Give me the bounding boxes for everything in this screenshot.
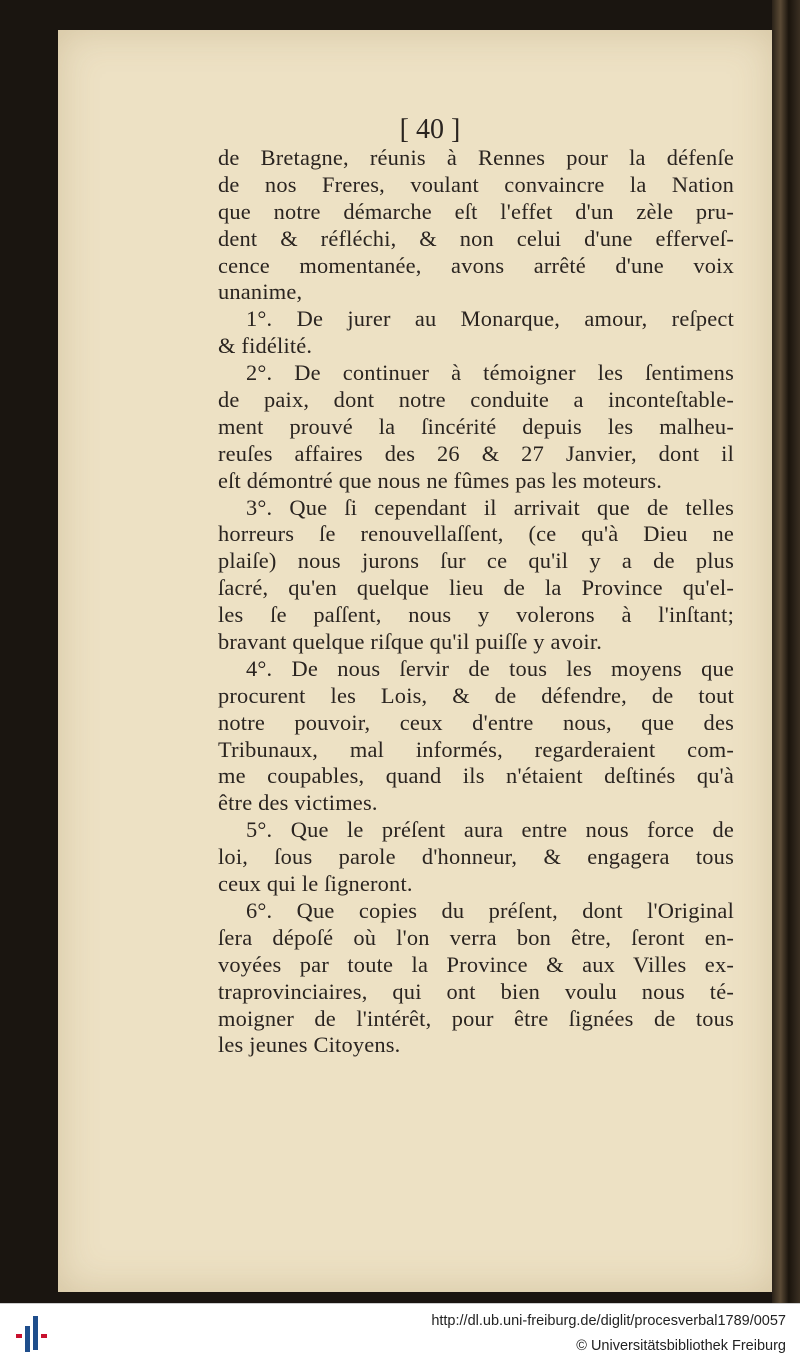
- text-line: les jeunes Citoyens.: [218, 1032, 401, 1058]
- copyright-notice: © Universitätsbibliothek Freiburg: [576, 1338, 786, 1354]
- text-line: 6°. Que copies du préſent, dont l'Original: [246, 897, 734, 923]
- text-line: 2°. De continuer à témoigner les ſentimens: [246, 360, 734, 386]
- text-line: eſt démontré que nous ne fûmes pas les moteurs.: [218, 467, 663, 493]
- book-spine: [772, 0, 800, 1303]
- text-line: loi, ſous parole d'honneur, & engagera tous: [218, 844, 734, 870]
- text-line: & fidélité.: [218, 333, 313, 359]
- text-line: les ſe paſſent, nous y volerons à l'inſtant;: [218, 602, 734, 628]
- text-line: 3°. Que ſi cependant il arrivait que de telles: [246, 494, 734, 520]
- text-line: me coupables, quand ils n'étaient deſtinés qu'à: [218, 763, 734, 789]
- text-line: bravant quelque riſque qu'il puiſſe y avoir.: [218, 629, 603, 655]
- text-line: être des victimes.: [218, 790, 378, 816]
- page-number: [ 40 ]: [399, 114, 461, 145]
- text-line: 5°. Que le préſent aura entre nous force de: [246, 817, 734, 843]
- text-line: ment prouvé la ſincérité depuis les malheu-: [218, 413, 734, 439]
- text-line: unanime,: [218, 279, 303, 305]
- text-line: 1°. De jurer au Monarque, amour, reſpect: [246, 306, 734, 332]
- text-line: ſacré, qu'en quelque lieu de la Province qu'el-: [218, 575, 734, 601]
- text-line: horreurs ſe renouvellaſſent, (ce qu'à Dieu ne: [218, 521, 734, 547]
- page-text: [218, 145, 734, 1059]
- text-line: dent & réfléchi, & non celui d'une efferveſ-: [218, 225, 734, 251]
- text-line: voyées par toute la Province & aux Villes ex-: [218, 951, 734, 977]
- text-line: de Bretagne, réunis à Rennes pour la défenſe: [218, 145, 734, 170]
- ub-freiburg-logo-icon[interactable]: [14, 1314, 54, 1354]
- text-line: Tribunaux, mal informés, regarderaient com-: [218, 736, 734, 762]
- text-line: traprovinciaires, qui ont bien voulu nous té-: [218, 978, 734, 1004]
- text-line: que notre démarche eſt l'effet d'un zèle pru-: [218, 198, 734, 224]
- text-line: reuſes affaires des 26 & 27 Janvier, dont il: [218, 440, 734, 466]
- text-line: notre pouvoir, ceux d'entre nous, que des: [218, 709, 734, 735]
- text-line: de paix, dont notre conduite a inconteſtable-: [218, 387, 734, 413]
- document-url-link[interactable]: http://dl.ub.uni-freiburg.de/diglit/procesverbal1789/0057: [431, 1313, 786, 1329]
- text-line: plaiſe) nous jurons ſur ce qu'il y a de plus: [218, 548, 734, 574]
- text-line: ſera dépoſé où l'on verra bon être, ſeront en-: [218, 924, 734, 950]
- text-line: de nos Freres, voulant convaincre la Nation: [218, 171, 734, 197]
- text-line: procurent les Lois, & de défendre, de tout: [218, 682, 734, 708]
- text-line: cence momentanée, avons arrêté d'une voix: [218, 252, 734, 278]
- footer-bar: [0, 1303, 800, 1361]
- text-line: ceux qui le ſigneront.: [218, 871, 413, 897]
- text-line: moigner de l'intérêt, pour être ſignées de tous: [218, 1005, 734, 1031]
- text-line: 4°. De nous ſervir de tous les moyens que: [246, 655, 734, 681]
